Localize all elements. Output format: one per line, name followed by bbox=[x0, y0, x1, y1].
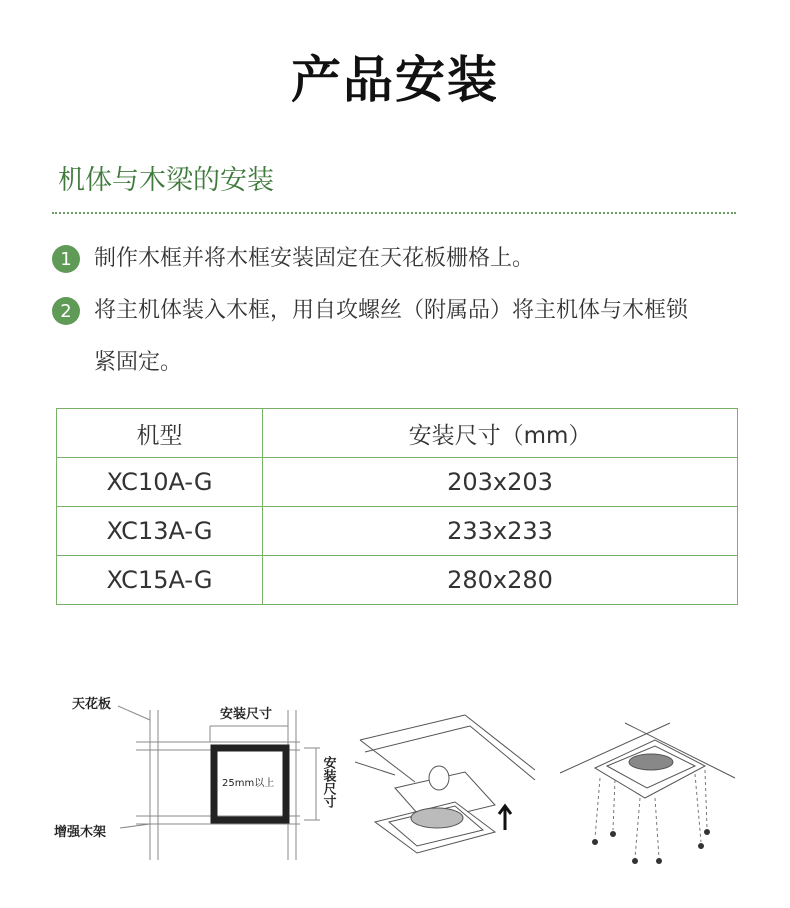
column-header-size: 安装尺寸（mm） bbox=[263, 409, 738, 458]
step-number-badge: 1 bbox=[52, 245, 80, 273]
step-number-badge: 2 bbox=[52, 297, 80, 325]
table-row bbox=[57, 458, 738, 507]
page-title: 产品安装 bbox=[291, 51, 499, 109]
section-divider bbox=[52, 212, 736, 214]
spec-table bbox=[56, 408, 738, 605]
table-header-row bbox=[57, 409, 738, 458]
frame-label: 增强木架 bbox=[54, 825, 107, 840]
cell-size: 233x233 bbox=[263, 507, 738, 556]
step-text: 将主机体装入木框，用自攻螺丝（附属品）将主机体与木框锁 bbox=[94, 298, 689, 323]
size-label-side: 安装尺寸 bbox=[320, 756, 336, 808]
section-title: 机体与木梁的安装 bbox=[58, 165, 274, 196]
ceiling-frame-diagram bbox=[50, 690, 350, 865]
ceiling-label: 天花板 bbox=[72, 697, 112, 712]
cell-model: XC15A-G bbox=[57, 556, 263, 605]
arrow-up-icon bbox=[499, 806, 511, 830]
inner-dimension-label: 25mm以上 bbox=[222, 778, 275, 789]
step-2-continuation: 紧固定。 bbox=[94, 350, 183, 375]
cell-model: XC10A-G bbox=[57, 458, 263, 507]
table-row bbox=[57, 507, 738, 556]
cell-size: 280x280 bbox=[263, 556, 738, 605]
unit-insertion-diagram bbox=[355, 710, 540, 860]
step-1 bbox=[52, 244, 734, 274]
table-row bbox=[57, 556, 738, 605]
step-text: 制作木框并将木框安装固定在天花板栅格上。 bbox=[94, 246, 535, 271]
step-2 bbox=[52, 296, 734, 326]
screw-fixing-diagram bbox=[555, 718, 740, 868]
cell-size: 203x203 bbox=[263, 458, 738, 507]
column-header-model: 机型 bbox=[57, 409, 263, 458]
cell-model: XC13A-G bbox=[57, 507, 263, 556]
size-label-top: 安装尺寸 bbox=[220, 707, 273, 722]
